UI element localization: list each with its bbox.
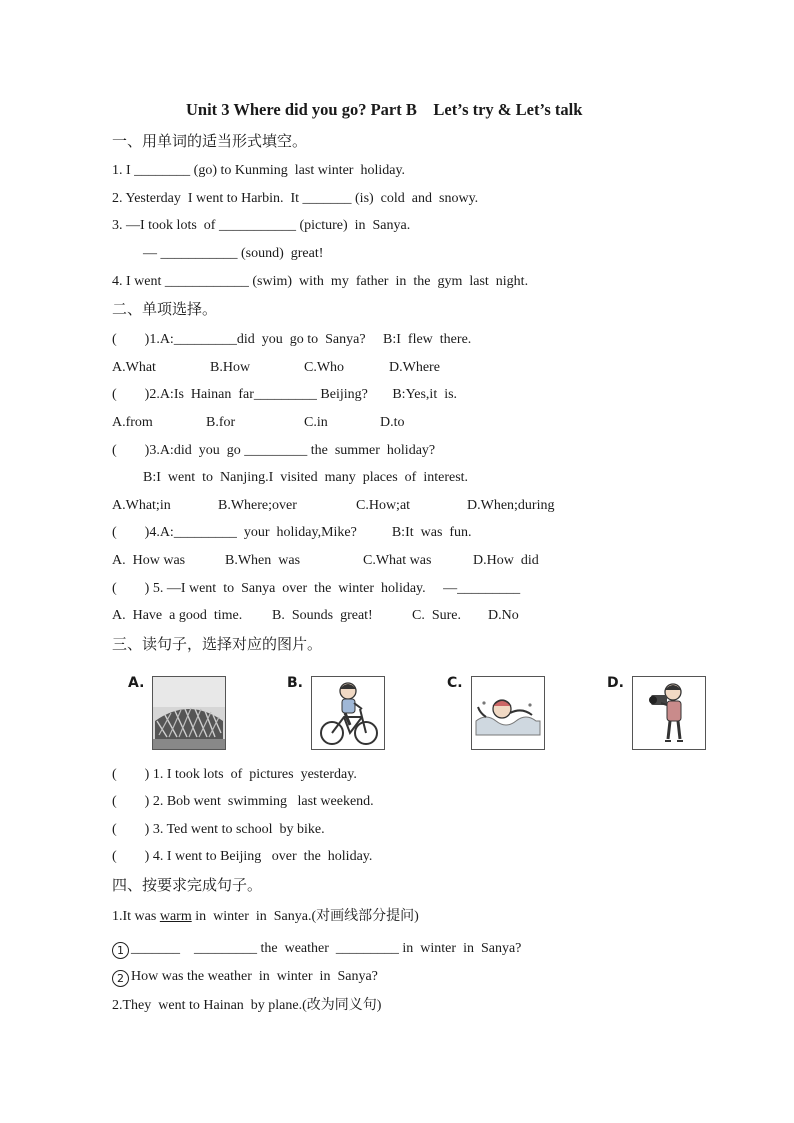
- question-4-option-b: B.When was: [225, 553, 301, 568]
- section4-q2: 2.They went to Hainan by plane.(改为同义句): [112, 998, 382, 1013]
- question-2-option-c: C.in: [304, 415, 328, 430]
- boy-with-camera-icon: [632, 676, 706, 750]
- q1-text-end: in winter in Sanya.(对画线部分提问): [191, 909, 419, 924]
- question-5-option-c: C. Sure.: [412, 608, 461, 623]
- question-1-option-a: A.What: [112, 360, 156, 375]
- question-1-option-d: D.Where: [389, 360, 440, 375]
- section3-heading: 三、读句子，选择对应的图片。: [112, 635, 323, 653]
- section1-item-4: 4. I went ____________ (swim) with my father in the gym last night.: [112, 274, 529, 289]
- picture-a-label: A.: [128, 675, 145, 691]
- section4-q1: [112, 908, 419, 926]
- section1-item-2: 2. Yesterday I went to Harbin. It _______ (is) cold and snowy.: [112, 191, 479, 206]
- q1-answer-b-text: How was the weather in winter in Sanya?: [131, 969, 378, 984]
- section3-item-2: ( ) 2. Bob went swimming last weekend.: [112, 794, 374, 809]
- q1-answer-a-text: _______ _________ the weather _________ in winter in Sanya?: [131, 941, 522, 956]
- question-1-option-c: C.Who: [304, 360, 345, 375]
- section4-q1-answer-a: [112, 940, 521, 959]
- question-4-option-a: A. How was: [112, 553, 186, 568]
- question-2-option-d: D.to: [380, 415, 405, 430]
- q1-text-start: 1.It was: [112, 909, 160, 924]
- question-2-option-a: A.from: [112, 415, 153, 430]
- boy-on-bike-icon: [311, 676, 385, 750]
- question-1-option-b: B.How: [210, 360, 251, 375]
- question-3-option-d: D.When;during: [467, 498, 555, 513]
- question-1-stem: ( )1.A:_________did you go to Sanya? B:I flew there.: [112, 332, 472, 347]
- question-4-stem: ( )4.A:_________ your holiday,Mike? B:It was fun.: [112, 525, 472, 540]
- boy-swimming-icon: [471, 676, 545, 750]
- picture-d-label: D.: [607, 675, 624, 691]
- question-4-option-d: D.How did: [473, 553, 539, 568]
- section4-q1-answer-b: [112, 968, 378, 987]
- section1-item-3-reply: — ___________ (sound) great!: [143, 246, 324, 261]
- picture-c-label: C.: [447, 675, 463, 691]
- section3-item-1: ( ) 1. I took lots of pictures yesterday.: [112, 767, 357, 782]
- page-title: Unit 3 Where did you go? Part B Let’s try & Let’s talk: [186, 100, 583, 119]
- question-3-option-a: A.What;in: [112, 498, 171, 513]
- section1-heading: 一、用单词的适当形式填空。: [112, 132, 308, 150]
- question-5-option-b: B. Sounds great!: [272, 608, 373, 623]
- stadium-photo-icon: [152, 676, 226, 750]
- circled-number-1: 1: [112, 942, 129, 959]
- section2-heading: 二、单项选择。: [112, 300, 218, 318]
- question-5-option-d: D.No: [488, 608, 519, 623]
- q1-underlined-word: warm: [159, 909, 192, 924]
- question-3-option-c: C.How;at: [356, 498, 411, 513]
- picture-b-label: B.: [287, 675, 303, 691]
- section3-item-3: ( ) 3. Ted went to school by bike.: [112, 822, 325, 837]
- question-2-option-b: B.for: [206, 415, 236, 430]
- question-2-stem: ( )2.A:Is Hainan far_________ Beijing? B:Yes,it is.: [112, 387, 458, 402]
- section1-item-3: 3. —I took lots of ___________ (picture) in Sanya.: [112, 218, 411, 233]
- question-3-option-b: B.Where;over: [218, 498, 297, 513]
- circled-number-2: 2: [112, 970, 129, 987]
- question-5-stem: ( ) 5. —I went to Sanya over the winter holiday. —_________: [112, 581, 521, 596]
- section4-heading: 四、按要求完成句子。: [112, 876, 263, 894]
- section3-item-4: ( ) 4. I went to Beijing over the holiday.: [112, 849, 373, 864]
- question-3-stem: ( )3.A:did you go _________ the summer holiday?: [112, 443, 436, 458]
- section1-item-1: 1. I ________ (go) to Kunming last winter holiday.: [112, 163, 406, 178]
- question-4-option-c: C.What was: [363, 553, 432, 568]
- question-3-stem-b: B:I went to Nanjing.I visited many places of interest.: [143, 470, 469, 485]
- question-5-option-a: A. Have a good time.: [112, 608, 243, 623]
